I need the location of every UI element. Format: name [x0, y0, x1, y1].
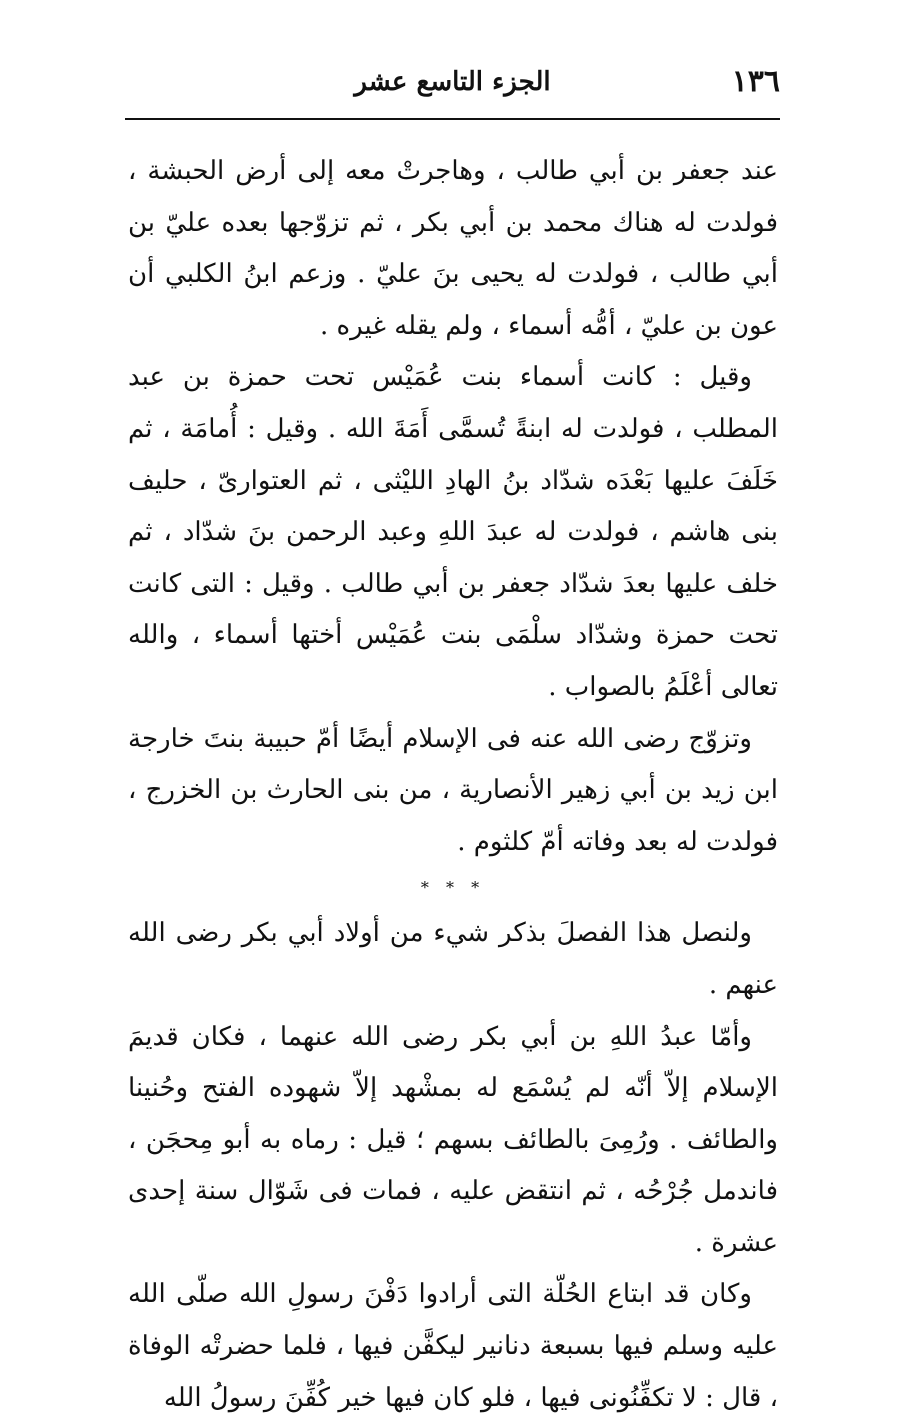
- header-rule: [125, 118, 780, 120]
- paragraph: عند جعفر بن أبي طالب ، وهاجرتْ معه إلى أرض الحبشة ، فولدت له هناك محمد بن أبي بكر ، ثم تزوّجها بعده عليّ بن أبي طالب ، فولدت له يحيى بنَ عليّ . وزعم ابنُ الكلبي أن عون بن عليّ ، أمُّه أسماء ، ولم يقله غيره .: [128, 156, 778, 341]
- paragraph: وكان قد ابتاع الحُلّة التى أرادوا دَفْنَ رسولِ الله صلّى الله عليه وسلم فيها بسبعة دنانير ليكفَّن فيها ، فلما حضرتْه الوفاة ، قال : لا تكفِّنُونى فيها ، فلو كان فيها خير كُفِّنَ رسولُ الله: [128, 1279, 778, 1413]
- running-title: الجزء التاسع عشر: [354, 67, 551, 97]
- section-separator: * * *: [420, 878, 486, 898]
- paragraph: وأمّا عبدُ اللهِ بن أبي بكر رضى الله عنهما ، فكان قديمَ الإسلام إلاّ أنّه لم يُسْمَع له بمشْهد إلاّ شهوده الفتح وحُنينا والطائف . ورُمِىَ بالطائف بسهم ؛ قيل : رماه به أبو مِحجَن ، فاندمل جُرْحُه ، ثم انتقض عليه ، فمات فى شَوّال سنة إحدى عشرة .: [128, 1021, 778, 1258]
- paragraph: وقيل : كانت أسماء بنت عُمَيْس تحت حمزة بن عبد المطلب ، فولدت له ابنةً تُسمَّى أَمَةَ الله . وقيل : أُمامَة ، ثم خَلَفَ عليها بَعْدَه شدّاد بنُ الهادِ الليْثى ، ثم العتوارىّ ، حليف بنى هاشم ، فولدت له عبدَ اللهِ وعبد الرحمن بنَ شدّاد ، ثم خلف عليها بعدَ شدّاد جعفر بن أبي طالب . وقيل : التى كانت تحت حمزة وشدّاد سلْمَى بنت عُمَيْس أختها أسماء ، والله تعالى أعْلَمُ بالصواب .: [128, 362, 778, 702]
- page-body: [128, 146, 778, 1424]
- page-header: [125, 62, 780, 102]
- page-number: ١٣٦: [731, 64, 780, 99]
- paragraph: وتزوّج رضى الله عنه فى الإسلام أيضًا أمّ حبيبة بنتَ خارجة ابن زيد بن أبي زهير الأنصارية ، من بنى الحارث بن الخزرج ، فولدت له بعد وفاته أمّ كلثوم .: [128, 723, 778, 857]
- paragraph: ولنصل هذا الفصلَ بذكر شيء من أولاد أبي بكر رضى الله عنهم .: [128, 918, 778, 1000]
